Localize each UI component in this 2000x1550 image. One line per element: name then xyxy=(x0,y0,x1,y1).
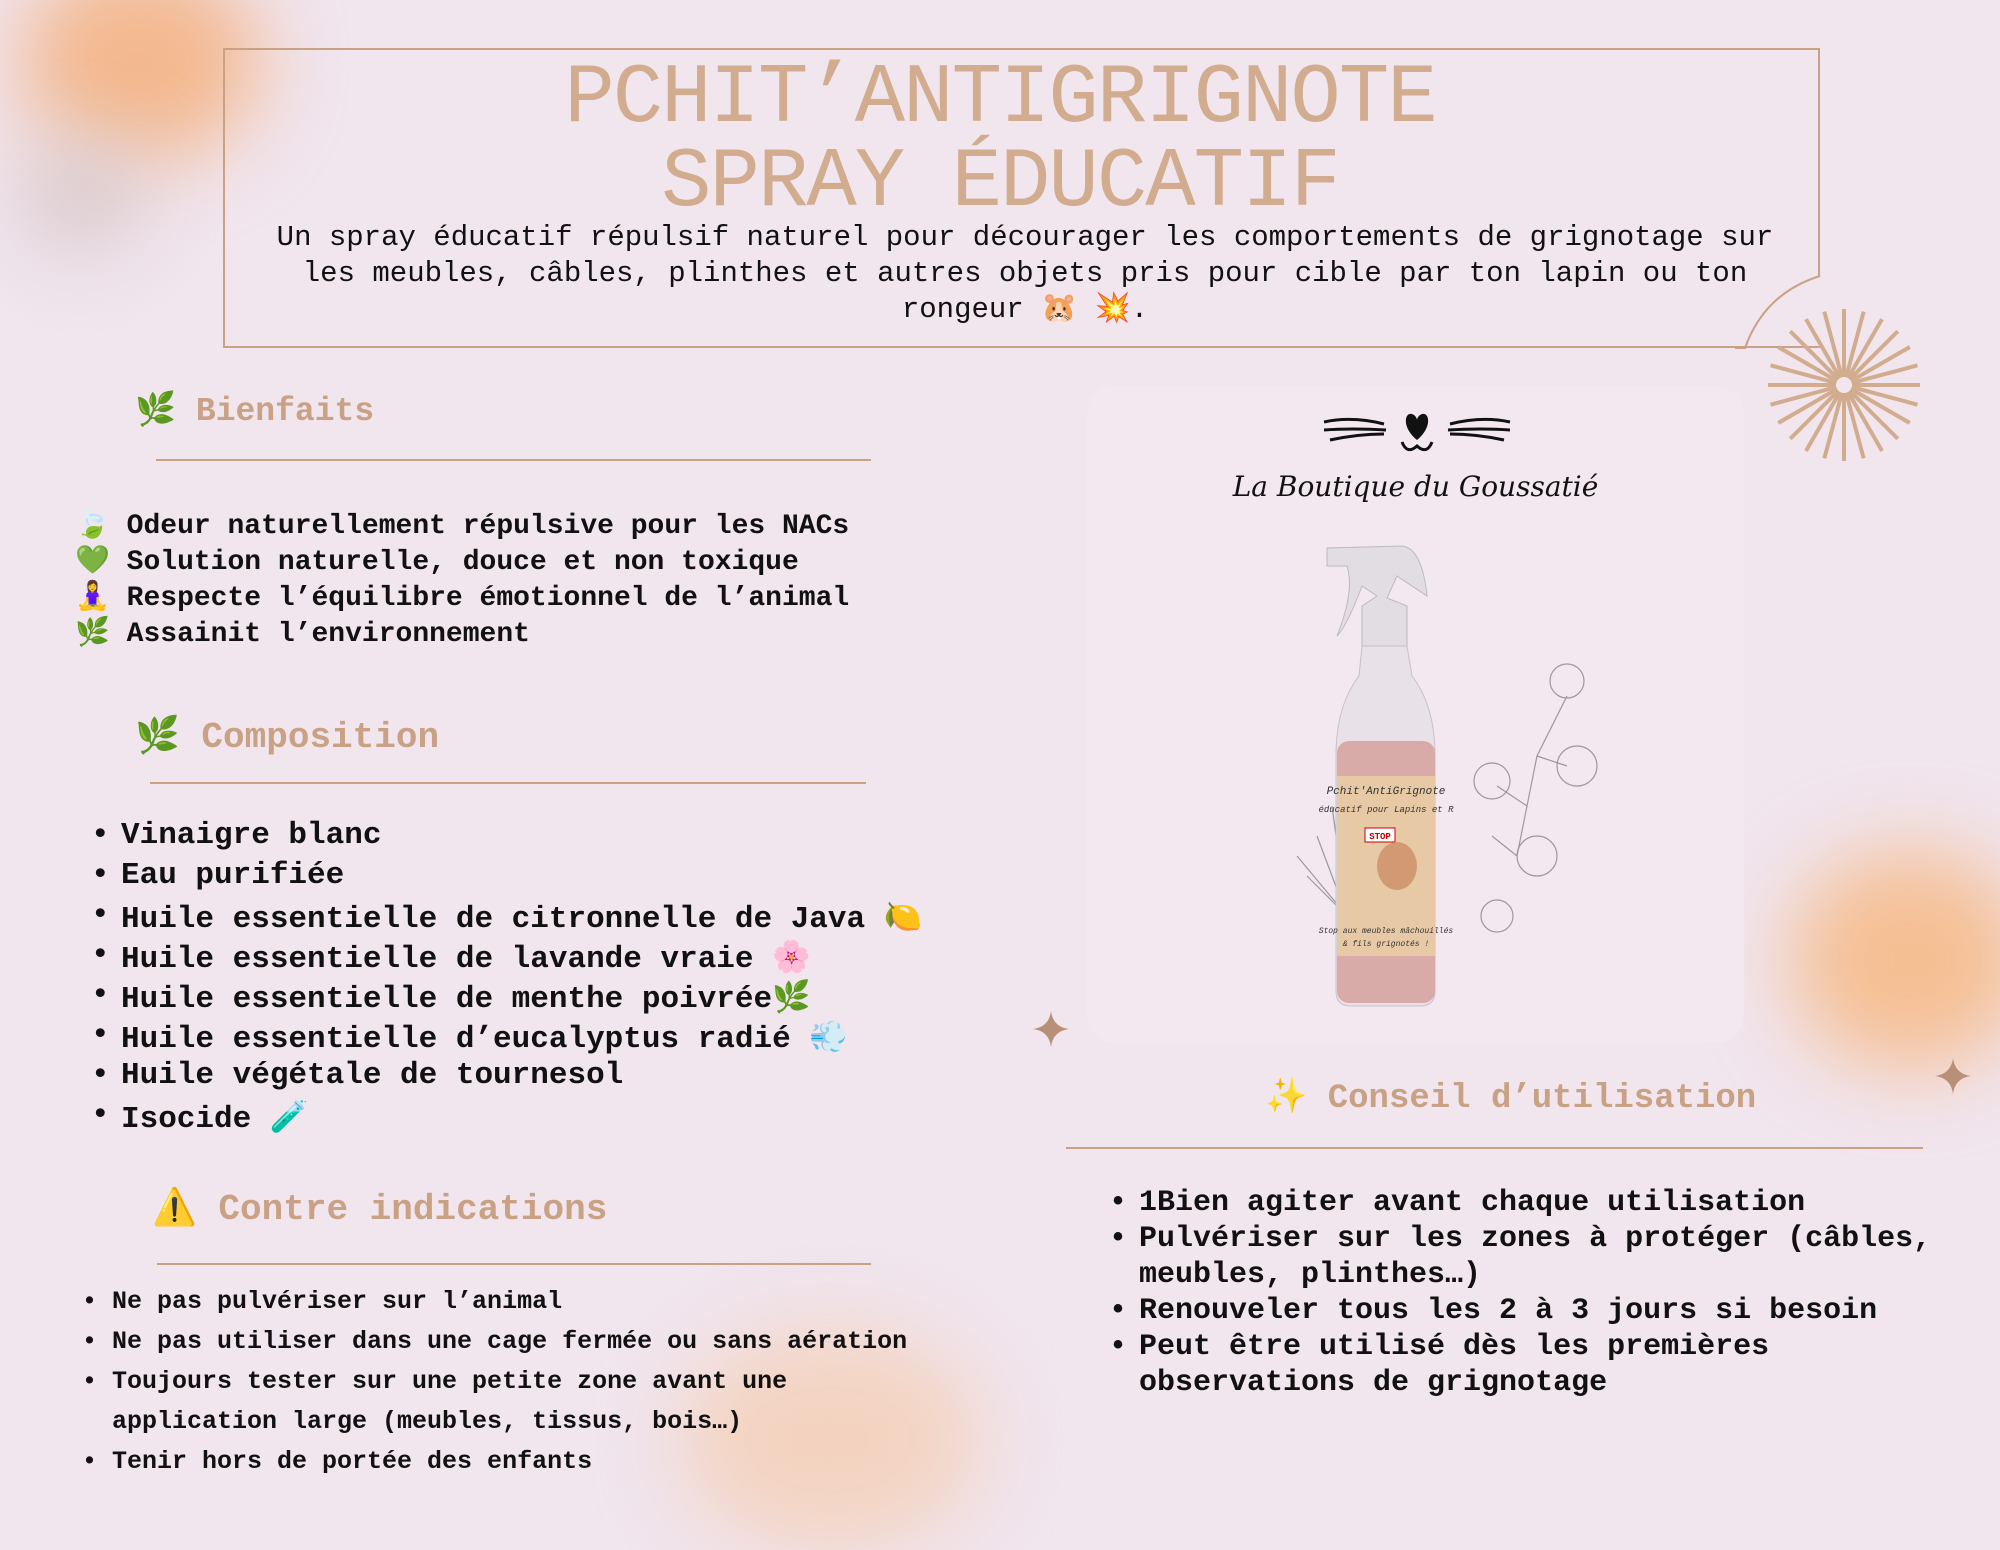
list-item: Huile végétale de tournesol xyxy=(121,1058,624,1093)
conseil-heading: ✨ Conseil d’utilisation xyxy=(1265,1080,1757,1118)
bullet: • xyxy=(82,1447,98,1476)
divider xyxy=(1066,1147,1923,1149)
list-item: Huile essentielle de citronnelle de Java 🍋 xyxy=(121,902,923,937)
list-item: Huile essentielle de menthe poivrée🌿 xyxy=(121,982,811,1017)
bullet: • xyxy=(82,1367,98,1396)
product-bottle-image xyxy=(1237,536,1617,1016)
bullet: • xyxy=(82,1287,98,1316)
contre-indications-heading: ⚠️ Contre indications xyxy=(152,1189,608,1230)
list-item: Renouveler tous les 2 à 3 jours si besoin xyxy=(1139,1294,1878,1328)
label-footer-1: Stop aux meubles mâchouillés xyxy=(1318,927,1454,936)
decor-blob xyxy=(1790,850,2000,1070)
bullet: • xyxy=(91,818,110,853)
decor-blob xyxy=(680,1330,980,1550)
benefit-item: 💚 Solution naturelle, douce et non toxique xyxy=(75,547,799,578)
benefit-item: 🍃 Odeur naturellement répulsive pour les NACs xyxy=(75,511,850,542)
list-item: observations de grignotage xyxy=(1139,1366,1608,1400)
composition-heading: 🌿 Composition xyxy=(135,717,440,758)
list-item: Toujours tester sur une petite zone avant une xyxy=(112,1367,788,1396)
bullet: • xyxy=(1109,1222,1128,1256)
sparkle-icon xyxy=(1935,1058,1971,1094)
bullet: • xyxy=(1109,1330,1128,1364)
bienfaits-heading: 🌿 Bienfaits xyxy=(135,393,375,430)
list-item: 1Bien agiter avant chaque utilisation xyxy=(1139,1186,1806,1220)
subtitle: Un spray éducatif répulsif naturel pour décourager les comportements de grignotage sur les meubles, câbles, plinthes et autres objets pris pour cible par ton lapin ou ton rongeur 🐹 💥. xyxy=(276,221,1774,326)
product-card xyxy=(1087,386,1744,1043)
list-item: Huile essentielle d’eucalyptus radié 💨 xyxy=(121,1022,848,1057)
sparkle-icon xyxy=(1033,1011,1069,1047)
title-line-1: PCHIT’ANTIGRIGNOTE xyxy=(564,52,1436,147)
list-item: Eau purifiée xyxy=(121,858,345,893)
bullet: • xyxy=(91,898,110,933)
label-sub: éducatif pour Lapins et R xyxy=(1318,805,1454,815)
divider xyxy=(157,1263,871,1265)
list-item: meubles, plinthes…) xyxy=(1139,1258,1482,1292)
bullet: • xyxy=(91,978,110,1013)
sunburst-icon xyxy=(1767,308,1921,462)
bullet: • xyxy=(1109,1294,1128,1328)
title-line-2: SPRAY ÉDUCATIF xyxy=(661,136,1339,231)
list-item: Ne pas pulvériser sur l’animal xyxy=(112,1287,563,1316)
list-item: Ne pas utiliser dans une cage fermée ou sans aération xyxy=(112,1327,908,1356)
bunny-face-logo xyxy=(1322,400,1512,460)
list-item: Tenir hors de portée des enfants xyxy=(112,1447,593,1476)
bullet: • xyxy=(82,1327,98,1356)
benefit-item: 🧘‍♀️ Respecte l’équilibre émotionnel de l’animal xyxy=(75,583,850,614)
list-item: Vinaigre blanc xyxy=(121,818,382,853)
list-item: application large (meubles, tissus, bois…) xyxy=(112,1407,743,1436)
label-footer-2: & fils grignotés ! xyxy=(1342,940,1430,949)
list-item: Pulvériser sur les zones à protéger (câbles, xyxy=(1139,1222,1932,1256)
bullet: • xyxy=(91,1098,110,1133)
label-stop: STOP xyxy=(1369,832,1391,842)
divider xyxy=(156,459,871,461)
brand-name: La Boutique du Goussatié xyxy=(1232,470,1599,503)
list-item: Isocide 🧪 xyxy=(121,1102,309,1137)
benefit-item: 🌿 Assainit l’environnement xyxy=(75,619,530,650)
bullet: • xyxy=(1109,1186,1128,1220)
list-item: Peut être utilisé dès les premières xyxy=(1139,1330,1770,1364)
bullet: • xyxy=(91,1058,110,1093)
bullet: • xyxy=(91,858,110,893)
label-title: Pchit'AntiGrignote xyxy=(1326,786,1446,798)
bullet: • xyxy=(91,1018,110,1053)
divider xyxy=(150,782,866,784)
list-item: Huile essentielle de lavande vraie 🌸 xyxy=(121,942,811,977)
bullet: • xyxy=(91,938,110,973)
